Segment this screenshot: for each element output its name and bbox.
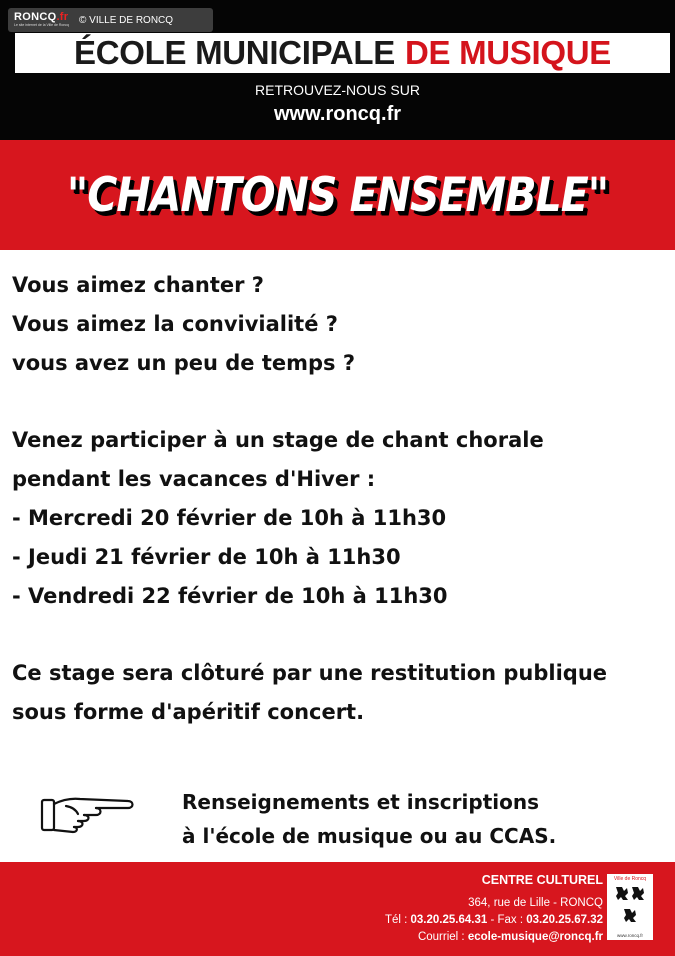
title-part-1: ÉCOLE MUNICIPALE — [74, 34, 395, 71]
invite-line: pendant les vacances d'Hiver : — [12, 467, 376, 491]
site-watermark — [8, 8, 213, 32]
tel-label: Tél : — [384, 914, 411, 926]
date-line: - Jeudi 21 février de 10h à 11h30 — [12, 545, 401, 569]
centre-name: CENTRE CULTUREL — [481, 873, 603, 887]
date-line: - Mercredi 20 février de 10h à 11h30 — [12, 506, 447, 530]
invite-line: Venez participer à un stage de chant chorale — [12, 428, 544, 452]
closing-line: sous forme d'apéritif concert. — [12, 700, 365, 724]
info-text — [182, 785, 662, 853]
footer — [0, 862, 675, 956]
headline: "CHANTONS ENSEMBLE" — [66, 167, 609, 223]
headline-band — [0, 140, 675, 250]
website-link[interactable]: www.roncq.fr — [273, 103, 402, 125]
fax-number: 03.20.25.67.32 — [526, 914, 603, 926]
body-text — [12, 266, 672, 732]
closing-line: Ce stage sera clôturé par une restitution publique — [12, 661, 608, 685]
coat-of-arms-icon — [607, 874, 653, 940]
question-line: Vous aimez la convivialité ? — [12, 312, 338, 336]
date-line: - Vendredi 22 février de 10h à 11h30 — [12, 584, 448, 608]
phone-fax-line — [385, 912, 603, 929]
title-part-2: DE MUSIQUE — [404, 34, 611, 71]
watermark-tagline: Le site internet de la Ville de Roncq — [14, 23, 69, 28]
tel-number: 03.20.25.64.31 — [410, 914, 488, 926]
info-line-2: à l'école de musique ou au CCAS. — [182, 824, 557, 848]
question-line: Vous aimez chanter ? — [12, 273, 264, 297]
roncq-logo — [14, 12, 69, 28]
fax-label: - Fax : — [487, 914, 527, 926]
email-label: Courriel : — [417, 931, 468, 943]
crest-label: Ville de Roncq — [613, 876, 647, 882]
retrouvez-text: RETROUVEZ-NOUS SUR — [255, 82, 420, 98]
question-line: vous avez un peu de temps ? — [12, 351, 356, 375]
watermark-brand-suffix: .fr — [56, 11, 69, 24]
email-line — [385, 929, 603, 946]
page-title — [15, 33, 670, 73]
crest-url: www.roncq.fr — [616, 933, 643, 938]
pointing-hand-icon — [40, 790, 140, 840]
info-line-1: Renseignements et inscriptions — [182, 790, 539, 814]
watermark-brand: RONCQ — [14, 11, 57, 24]
address: 364, rue de Lille - RONCQ — [468, 897, 603, 909]
email-address[interactable]: ecole-musique@roncq.fr — [467, 931, 603, 943]
watermark-copyright: © VILLE DE RONCQ — [79, 14, 174, 26]
contact-block — [385, 872, 603, 946]
